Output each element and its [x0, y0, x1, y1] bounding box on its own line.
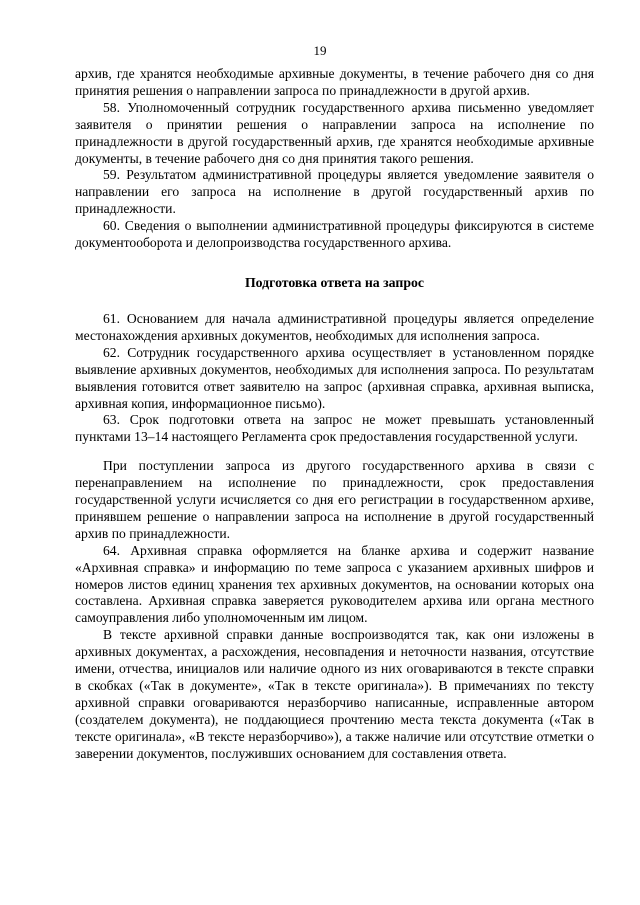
paragraph-64: 64. Архивная справка оформляется на бланке архива и содержит название «Архивная справка» и информацию по теме запроса с указанием архивных шифров и номеров листов единиц хранения тех архивных документов, на основании которых она составлена. Архивная справка заверяется руководителем архива или органа местного самоуправления либо уполномоченным им лицом. — [75, 542, 594, 626]
section-heading: Подготовка ответа на запрос — [244, 274, 425, 290]
paragraph-61: 61. Основанием для начала административной процедуры является определение местонахождения архивных документов, необходимых для исполнения запроса. — [75, 310, 594, 343]
paragraph-58: 58. Уполномоченный сотрудник государственного архива письменно уведомляет заявителя о принятии решения о направлении запроса на исполнение по принадлежности в другой государственный архив, где хранятся необходимые архивные документы, в течение рабочего дня со дня принятия такого решения. — [75, 99, 594, 166]
page-number: 19 — [313, 43, 327, 58]
paragraph-57-continuation: архив, где хранятся необходимые архивные документы, в течение рабочего дня со дня принятия решения о направлении запроса по принадлежности в другой архив. — [75, 66, 594, 98]
paragraph-60: 60. Сведения о выполнении административной процедуры фиксируются в системе документооборота и делопроизводства государственного архива. — [75, 218, 594, 251]
paragraph-63-addendum: При поступлении запроса из другого государственного архива в связи с перенаправлением на исполнение по принадлежности, срок предоставления государственной услуги исчисляется со дня его регистрации в государственном архиве, принявшем решение о направлении запроса на исполнение в другой государственный архив по принадлежности. — [75, 458, 594, 541]
paragraph-59: 59. Результатом административной процедуры является уведомление заявителя о направлении его запроса на исполнение в другой государственный архив по принадлежности. — [75, 167, 594, 217]
paragraph-62: 62. Сотрудник государственного архива осуществляет в установленном порядке выявление архивных документов, необходимых для исполнения запроса. По результатам выявления готовится ответ заявителю на запрос (архивная справка, архивная выписка, архивная копия, информационное письмо). — [75, 344, 594, 411]
paragraph-64-text-rules: В тексте архивной справки данные воспроизводятся так, как они изложены в архивных документах, а расхождения, несовпадения и неточности названия, отсутствие имени, отчества, инициалов или наличие одного из них оговариваются в тексте справки в скобках («Так в документе», «Так в тексте оригинала»). В примечаниях по тексту архивной справки оговариваются неразборчиво написанные, исправленные автором (создателем документа), не поддающиеся прочтению места текста документа («Так в тексте оригинала», «В тексте неразборчиво»), а также наличие или отсутствие отметки о заверении документов, послуживших основанием для составления ответа. — [75, 627, 594, 761]
paragraph-63: 63. Срок подготовки ответа на запрос не может превышать установленный пунктами 13–14 настоящего Регламента срок предоставления государственной услуги. — [75, 412, 594, 445]
document-body — [75, 66, 594, 763]
